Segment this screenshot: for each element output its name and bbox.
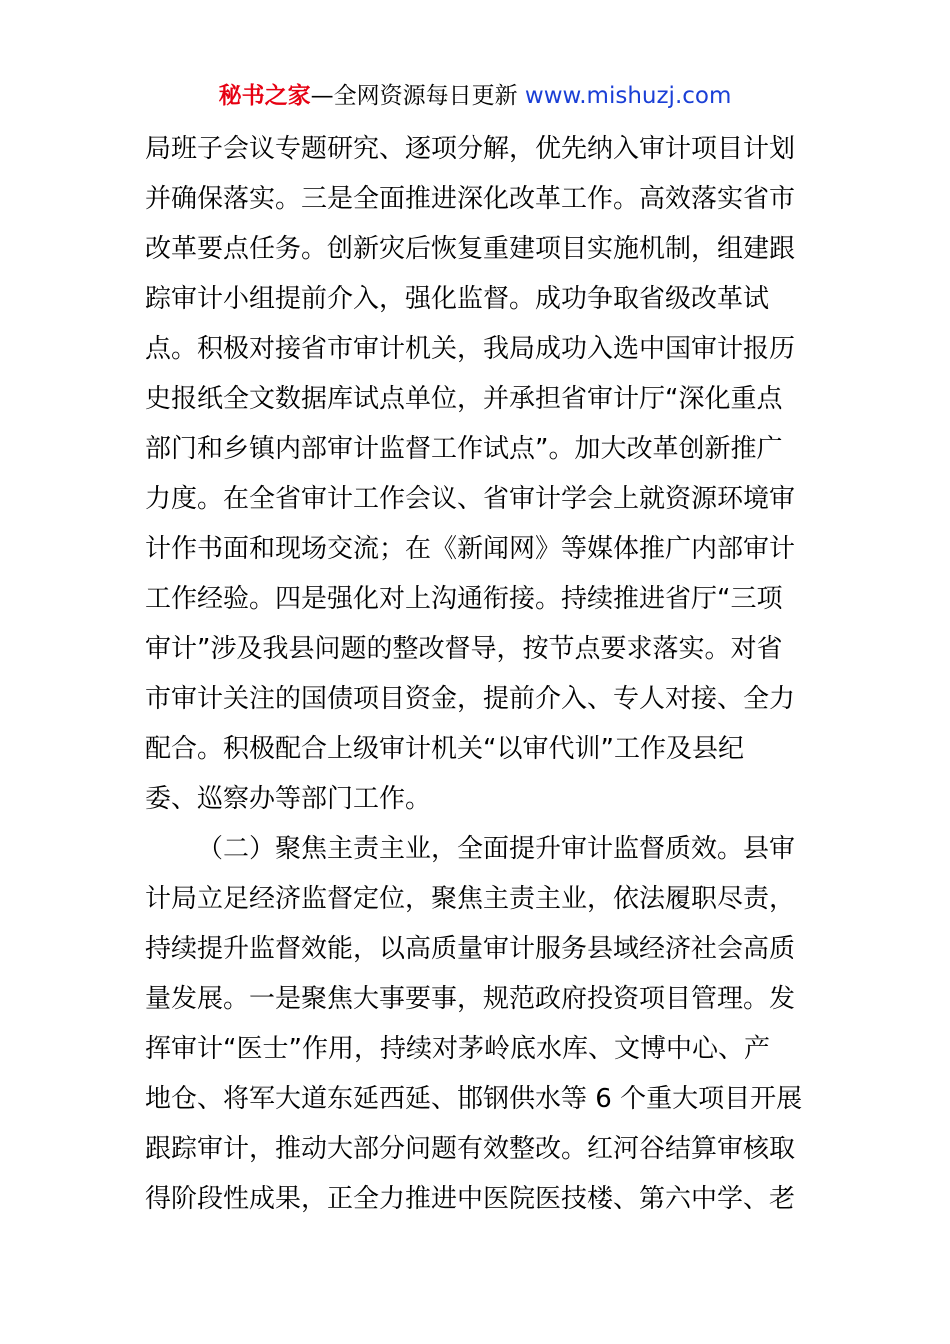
text-line: 局班子会议专题研究、逐项分解，优先纳入审计项目计划 (145, 134, 796, 164)
text-line: 委、巡察办等部门工作。 (145, 784, 432, 814)
text-line: 挥审计“医士”作用，持续对茅岭底水库、文博中心、产 (145, 1034, 770, 1064)
text-line: 计局立足经济监督定位，聚焦主责主业，依法履职尽责， (145, 884, 796, 914)
text-line: 地仓、将军大道东延西延、邯钢供水等 6 个重大项目开展 (145, 1084, 803, 1114)
text-line: 计作书面和现场交流；在《新闻网》等媒体推广内部审计 (145, 534, 796, 564)
text-line: 踪审计小组提前介入，强化监督。成功争取省级改革试 (145, 284, 770, 314)
site-url-link[interactable]: www.mishuzj.com (524, 83, 732, 109)
text-line: 审计”涉及我县问题的整改督导，按节点要求落实。对省 (145, 634, 783, 664)
text-line: 并确保落实。三是全面推进深化改革工作。高效落实省市 (145, 184, 796, 214)
site-brand[interactable]: 秘书之家 (218, 83, 311, 109)
text-line: 跟踪审计，推动大部分问题有效整改。红河谷结算审核取 (145, 1134, 796, 1164)
text-line: 史报纸全文数据库试点单位，并承担省审计厅“深化重点 (145, 384, 783, 414)
text-line: 持续提升监督效能，以高质量审计服务县域经济社会高质 (145, 934, 796, 964)
text-line: 配合。积极配合上级审计机关“以审代训”工作及县纪 (145, 734, 744, 764)
text-line: 工作经验。四是强化对上沟通衔接。持续推进省厅“三项 (145, 584, 783, 614)
text-line: 点。积极对接省市审计机关，我局成功入选中国审计报历 (145, 334, 796, 364)
text-line: 改革要点任务。创新灾后恢复重建项目实施机制，组建跟 (145, 234, 796, 264)
text-line: 量发展。一是聚焦大事要事，规范政府投资项目管理。发 (145, 984, 796, 1014)
text-line: 市审计关注的国债项目资金，提前介入、专人对接、全力 (145, 684, 796, 714)
text-line: 力度。在全省审计工作会议、省审计学会上就资源环境审 (145, 484, 796, 514)
site-tagline: —全网资源每日更新 (310, 83, 525, 109)
site-header (0, 78, 950, 114)
document-body (145, 124, 807, 1224)
section-heading-line: （二）聚焦主责主业，全面提升审计监督质效。县审 (197, 834, 796, 864)
text-line: 部门和乡镇内部审计监督工作试点”。加大改革创新推广 (145, 434, 783, 464)
text-line: 得阶段性成果，正全力推进中医院医技楼、第六中学、老 (145, 1184, 796, 1214)
